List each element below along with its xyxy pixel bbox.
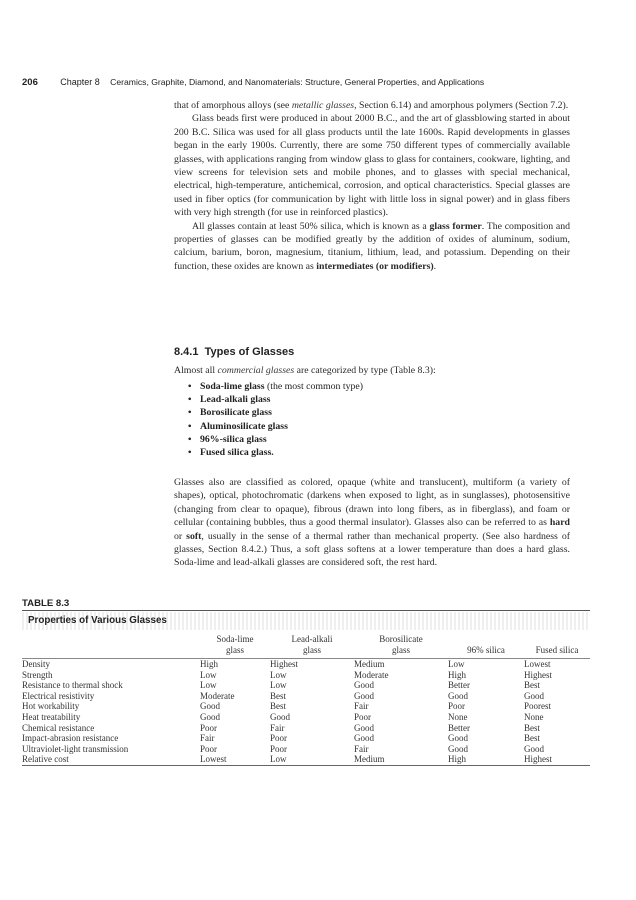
running-header — [22, 77, 626, 91]
table-label: TABLE 8.3 — [22, 598, 70, 609]
list-item: • Soda-lime glass (the most common type) — [188, 380, 363, 393]
paragraph-1: that of amorphous alloys (see metallic glasses, Section 6.14) and amorphous polymers (Section 7.2). — [174, 100, 569, 111]
table-header-row — [22, 634, 590, 659]
table-caption: Properties of Various Glasses — [22, 612, 590, 630]
body-text-bottom — [174, 476, 570, 570]
column-header: 96% silica — [448, 634, 524, 659]
paragraph-4: Glasses also are classified as colored, opaque (white and translucent), multiform (a variety of shapes), optical, photochromatic (darkens when exposed to light, as in sunglasses), photosensitive (changing from clear to opaque), fibrous (drawn into long fibers, as in fiberglass), and foam or cellular (containing bubbles, thus a good thermal insulator). Glasses also can be referred to as hard or soft, usually in the sense of a thermal rather than mechanical property. (See also hardness of glasses, Section 8.4.2.) Thus, a soft glass softens at a lower temperature than does a hard glass. Soda-lime and lead-alkali glasses are considered soft, the rest hard. — [174, 477, 570, 569]
table-row: Hot workability Good Best Fair Poor Poorest — [22, 701, 551, 712]
column-header: Borosilicate glass — [354, 634, 448, 659]
list-item: • Borosilicate glass — [188, 406, 363, 419]
table-row: Ultraviolet-light transmission Poor Poor Fair Good Good — [22, 743, 544, 754]
glass-types-list — [188, 380, 363, 459]
page-number: 206 — [22, 77, 38, 88]
table-row: Strength Low Low Moderate High Highest — [22, 669, 552, 680]
paragraph-3: All glasses contain at least 50% silica, which is known as a glass former. The composition and properties of glasses can be modified greatly by the addition of oxides of aluminum, sodium, calcium, barium, boron, magnesium, titanium, lithium, lead, and potassium. Depending on their function, these oxides are known as intermediates (or modifiers). — [174, 220, 570, 272]
glass-properties-table — [22, 634, 590, 766]
table-row: Electrical resistivity Moderate Best Good Good Good — [22, 690, 544, 701]
running-title: Ceramics, Graphite, Diamond, and Nanomaterials: Structure, General Properties, and Applications — [110, 77, 485, 87]
paragraph-2: Glass beads first were produced in about 2000 B.C., and the art of glassblowing started in about 200 B.C. Silica was used for all glass products until the late 1600s. Rapid developments in glasses began in the early 1900s. Currently, there are some 750 different types of commercially available glasses, with applications ranging from window glass to glass for containers, cookware, lighting, and view screens for television sets and mobile phones, and to glasses with special mechanical, electrical, high-temperature, antichemical, corrosion, and optical characteristics. Special glasses are used in fiber optics (for communication by light with little loss in signal power) and in glass fibers with very high strength (for use in reinforced plastics). — [174, 113, 570, 219]
body-text-top — [174, 99, 570, 273]
column-header-property — [22, 634, 200, 659]
table-row: Resistance to thermal shock Low Low Good Better Best — [22, 680, 541, 691]
column-header: Soda-lime glass — [200, 634, 270, 659]
list-item: • Lead-alkali glass — [188, 393, 363, 406]
table-row: Chemical resistance Poor Fair Good Better Best — [22, 722, 541, 733]
list-item: • 96%-silica glass — [188, 433, 363, 446]
list-item: • Aluminosilicate glass — [188, 420, 363, 433]
table-row: Relative cost Lowest Low Medium High Highest — [22, 754, 590, 765]
table-row: Impact-abrasion resistance Fair Poor Good Good Best — [22, 733, 541, 744]
column-header: Fused silica — [524, 634, 590, 659]
section-heading: 8.4.1 Types of Glasses — [174, 346, 295, 358]
column-header: Lead-alkali glass — [270, 634, 354, 659]
table-row: Heat treatability Good Good Poor None None — [22, 711, 544, 722]
table-top-rule — [22, 610, 590, 611]
intro-text: Almost all commercial glasses are categorized by type (Table 8.3): — [174, 365, 436, 376]
chapter-label: Chapter 8 — [60, 77, 100, 87]
table-row: Density High Highest Medium Low Lowest — [22, 659, 551, 669]
list-item: • Fused silica glass. — [188, 446, 363, 459]
